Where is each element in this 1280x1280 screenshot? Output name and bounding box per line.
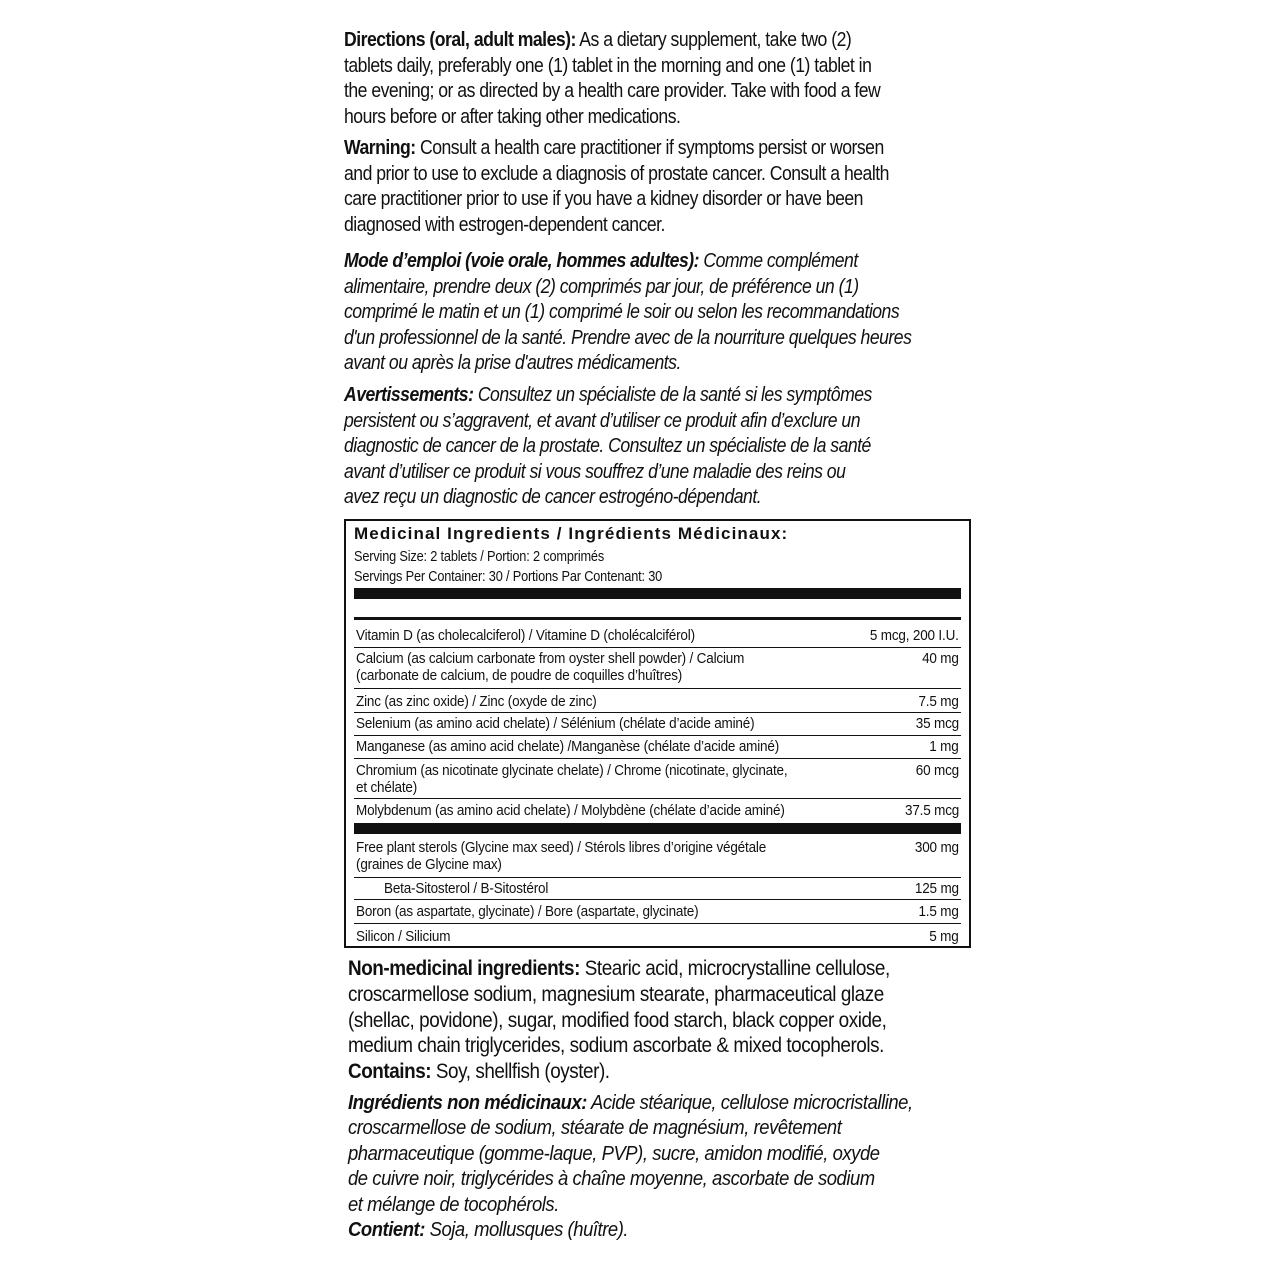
warning-en-line: and prior to use to exclude a diagnosis of prostate cancer. Consult a health	[344, 161, 889, 185]
warning-en	[344, 135, 889, 237]
directions-en	[344, 27, 880, 129]
ingredient-name: Free plant sterols (Glycine max seed) / Stérols libres d’origine végétale	[356, 839, 767, 856]
row-divider	[354, 923, 961, 924]
ingredient-name: Silicon / Silicium	[356, 928, 451, 945]
warning-en-line: Consult a health care practitioner if symptoms persist or worsen	[415, 136, 884, 159]
directions-en-line: hours before or after taking other medications.	[344, 104, 681, 128]
directions-fr	[344, 248, 911, 376]
nonmedicinal-fr	[348, 1090, 913, 1242]
nonmedicinal-fr-line: Acide stéarique, cellulose microcristalline,	[587, 1091, 913, 1114]
row-divider	[354, 647, 961, 648]
warning-fr-line: avez reçu un diagnostic de cancer estrogéno-dépendant.	[344, 485, 762, 509]
directions-fr-line: Comme complément	[698, 249, 858, 272]
directions-en-label: Directions (oral, adult males):	[344, 28, 576, 51]
directions-fr-line: alimentaire, prendre deux (2) comprimés par jour, de préférence un (1)	[344, 274, 859, 298]
ingredient-name: Selenium (as amino acid chelate) / Sélénium (chélate d’acide aminé)	[356, 715, 755, 732]
ingredient-name: Beta-Sitosterol / B-Sitostérol	[384, 880, 549, 897]
ingredient-amount: 1.5 mg	[918, 903, 959, 920]
nonmedicinal-en-label: Non-medicinal ingredients:	[348, 957, 580, 980]
ingredient-amount: 300 mg	[915, 839, 959, 856]
directions-fr-label: Mode d’emploi (voie orale, hommes adultes):	[344, 249, 699, 272]
ingredient-name: Zinc (as zinc oxide) / Zinc (oxyde de zinc)	[356, 693, 597, 710]
ingredient-name: Calcium (as calcium carbonate from oyster shell powder) / Calcium	[356, 650, 745, 667]
warning-fr-line: persistent ou s’aggravent, et avant d’utiliser ce produit afin d’exclure un	[344, 408, 860, 432]
directions-fr-line: comprimé le matin et un (1) comprimé le soir ou selon les recommandations	[344, 300, 900, 324]
contains-en-value: Soy, shellfish (oyster).	[431, 1060, 610, 1084]
ingredient-amount: 35 mcg	[915, 715, 959, 732]
nonmedicinal-en-line: (shellac, povidone), sugar, modified food starch, black copper oxide,	[348, 1008, 887, 1032]
ingredients-panel	[344, 519, 971, 948]
ingredient-name: (carbonate de calcium, de poudre de coquilles d’huîtres)	[356, 667, 683, 684]
row-divider	[354, 877, 961, 878]
servings-per-container: Servings Per Container: 30 / Portions Par Contenant: 30	[354, 569, 663, 585]
warning-en-line: care practitioner prior to use if you have a kidney disorder or have been	[344, 187, 863, 211]
ingredient-amount: 1 mg	[929, 738, 959, 755]
nonmedicinal-en-line: croscarmellose sodium, magnesium stearate, pharmaceutical glaze	[348, 982, 884, 1006]
row-divider	[354, 758, 961, 759]
medium-divider	[354, 617, 961, 620]
row-divider	[354, 798, 961, 799]
directions-en-line: tablets daily, preferably one (1) tablet in the morning and one (1) tablet in	[344, 53, 872, 77]
ingredient-amount: 60 mcg	[915, 762, 959, 779]
ingredient-amount: 7.5 mg	[918, 693, 959, 710]
ingredient-amount: 37.5 mcg	[904, 802, 959, 819]
thick-divider	[354, 823, 961, 834]
nonmedicinal-fr-line: pharmaceutique (gomme-laque, PVP), sucre, amidon modifié, oxyde	[348, 1141, 880, 1165]
warning-fr	[344, 382, 872, 510]
row-divider	[354, 712, 961, 713]
nonmedicinal-en	[348, 956, 890, 1085]
ingredient-amount: 5 mg	[929, 928, 959, 945]
contains-en-label: Contains:	[348, 1060, 432, 1084]
directions-fr-line: d'un professionnel de la santé. Prendre avec de la nourriture quelques heures	[344, 325, 912, 349]
directions-en-line: the evening; or as directed by a health care provider. Take with food a few	[344, 79, 881, 103]
serving-size: Serving Size: 2 tablets / Portion: 2 comprimés	[354, 549, 605, 565]
nonmedicinal-fr-label: Ingrédients non médicinaux:	[348, 1091, 588, 1114]
warning-fr-label: Avertissements:	[344, 383, 474, 406]
warning-fr-line: diagnostic de cancer de la prostate. Consultez un spécialiste de la santé	[344, 434, 871, 458]
directions-fr-line: avant ou après la prise d'autres médicaments.	[344, 351, 681, 375]
row-divider	[354, 688, 961, 689]
panel-title: Medicinal Ingredients / Ingrédients Médicinaux:	[354, 524, 789, 543]
ingredient-name: Vitamin D (as cholecalciferol) / Vitamine D (cholécalciférol)	[356, 627, 695, 644]
contains-fr-label: Contient:	[348, 1218, 425, 1242]
ingredient-amount: 40 mg	[922, 650, 959, 667]
row-divider	[354, 735, 961, 736]
contains-fr-value: Soja, mollusques (huître).	[424, 1218, 629, 1242]
nonmedicinal-en-line: Stearic acid, microcrystalline cellulose,	[579, 957, 890, 980]
ingredient-name: Boron (as aspartate, glycinate) / Bore (aspartate, glycinate)	[356, 903, 699, 920]
thick-divider	[354, 588, 961, 599]
ingredient-name: et chélate)	[356, 779, 418, 796]
ingredient-name: (graines de Glycine max)	[356, 856, 502, 873]
ingredient-name: Molybdenum (as amino acid chelate) / Molybdène (chélate d’acide aminé)	[356, 802, 785, 819]
directions-en-line: As a dietary supplement, take two (2)	[575, 28, 852, 51]
nonmedicinal-en-line: medium chain triglycerides, sodium ascorbate & mixed tocopherols.	[348, 1034, 884, 1058]
warning-fr-line: Consultez un spécialiste de la santé si les symptômes	[473, 383, 872, 406]
warning-en-label: Warning:	[344, 136, 416, 159]
ingredient-name: Chromium (as nicotinate glycinate chelate) / Chrome (nicotinate, glycinate,	[356, 762, 788, 779]
ingredient-amount: 5 mcg, 200 I.U.	[870, 627, 959, 644]
warning-en-line: diagnosed with estrogen-dependent cancer.	[344, 212, 665, 236]
row-divider	[354, 899, 961, 900]
ingredient-amount: 125 mg	[915, 880, 959, 897]
warning-fr-line: avant d’utiliser ce produit si vous souffrez d’une maladie des reins ou	[344, 459, 846, 483]
nonmedicinal-fr-line: et mélange de tocophérols.	[348, 1192, 559, 1216]
nonmedicinal-fr-line: croscarmellose de sodium, stéarate de magnésium, revêtement	[348, 1116, 842, 1140]
nonmedicinal-fr-line: de cuivre noir, triglycérides à chaîne moyenne, ascorbate de sodium	[348, 1167, 875, 1191]
ingredient-name: Manganese (as amino acid chelate) /Manganèse (chélate d’acide aminé)	[356, 738, 780, 755]
